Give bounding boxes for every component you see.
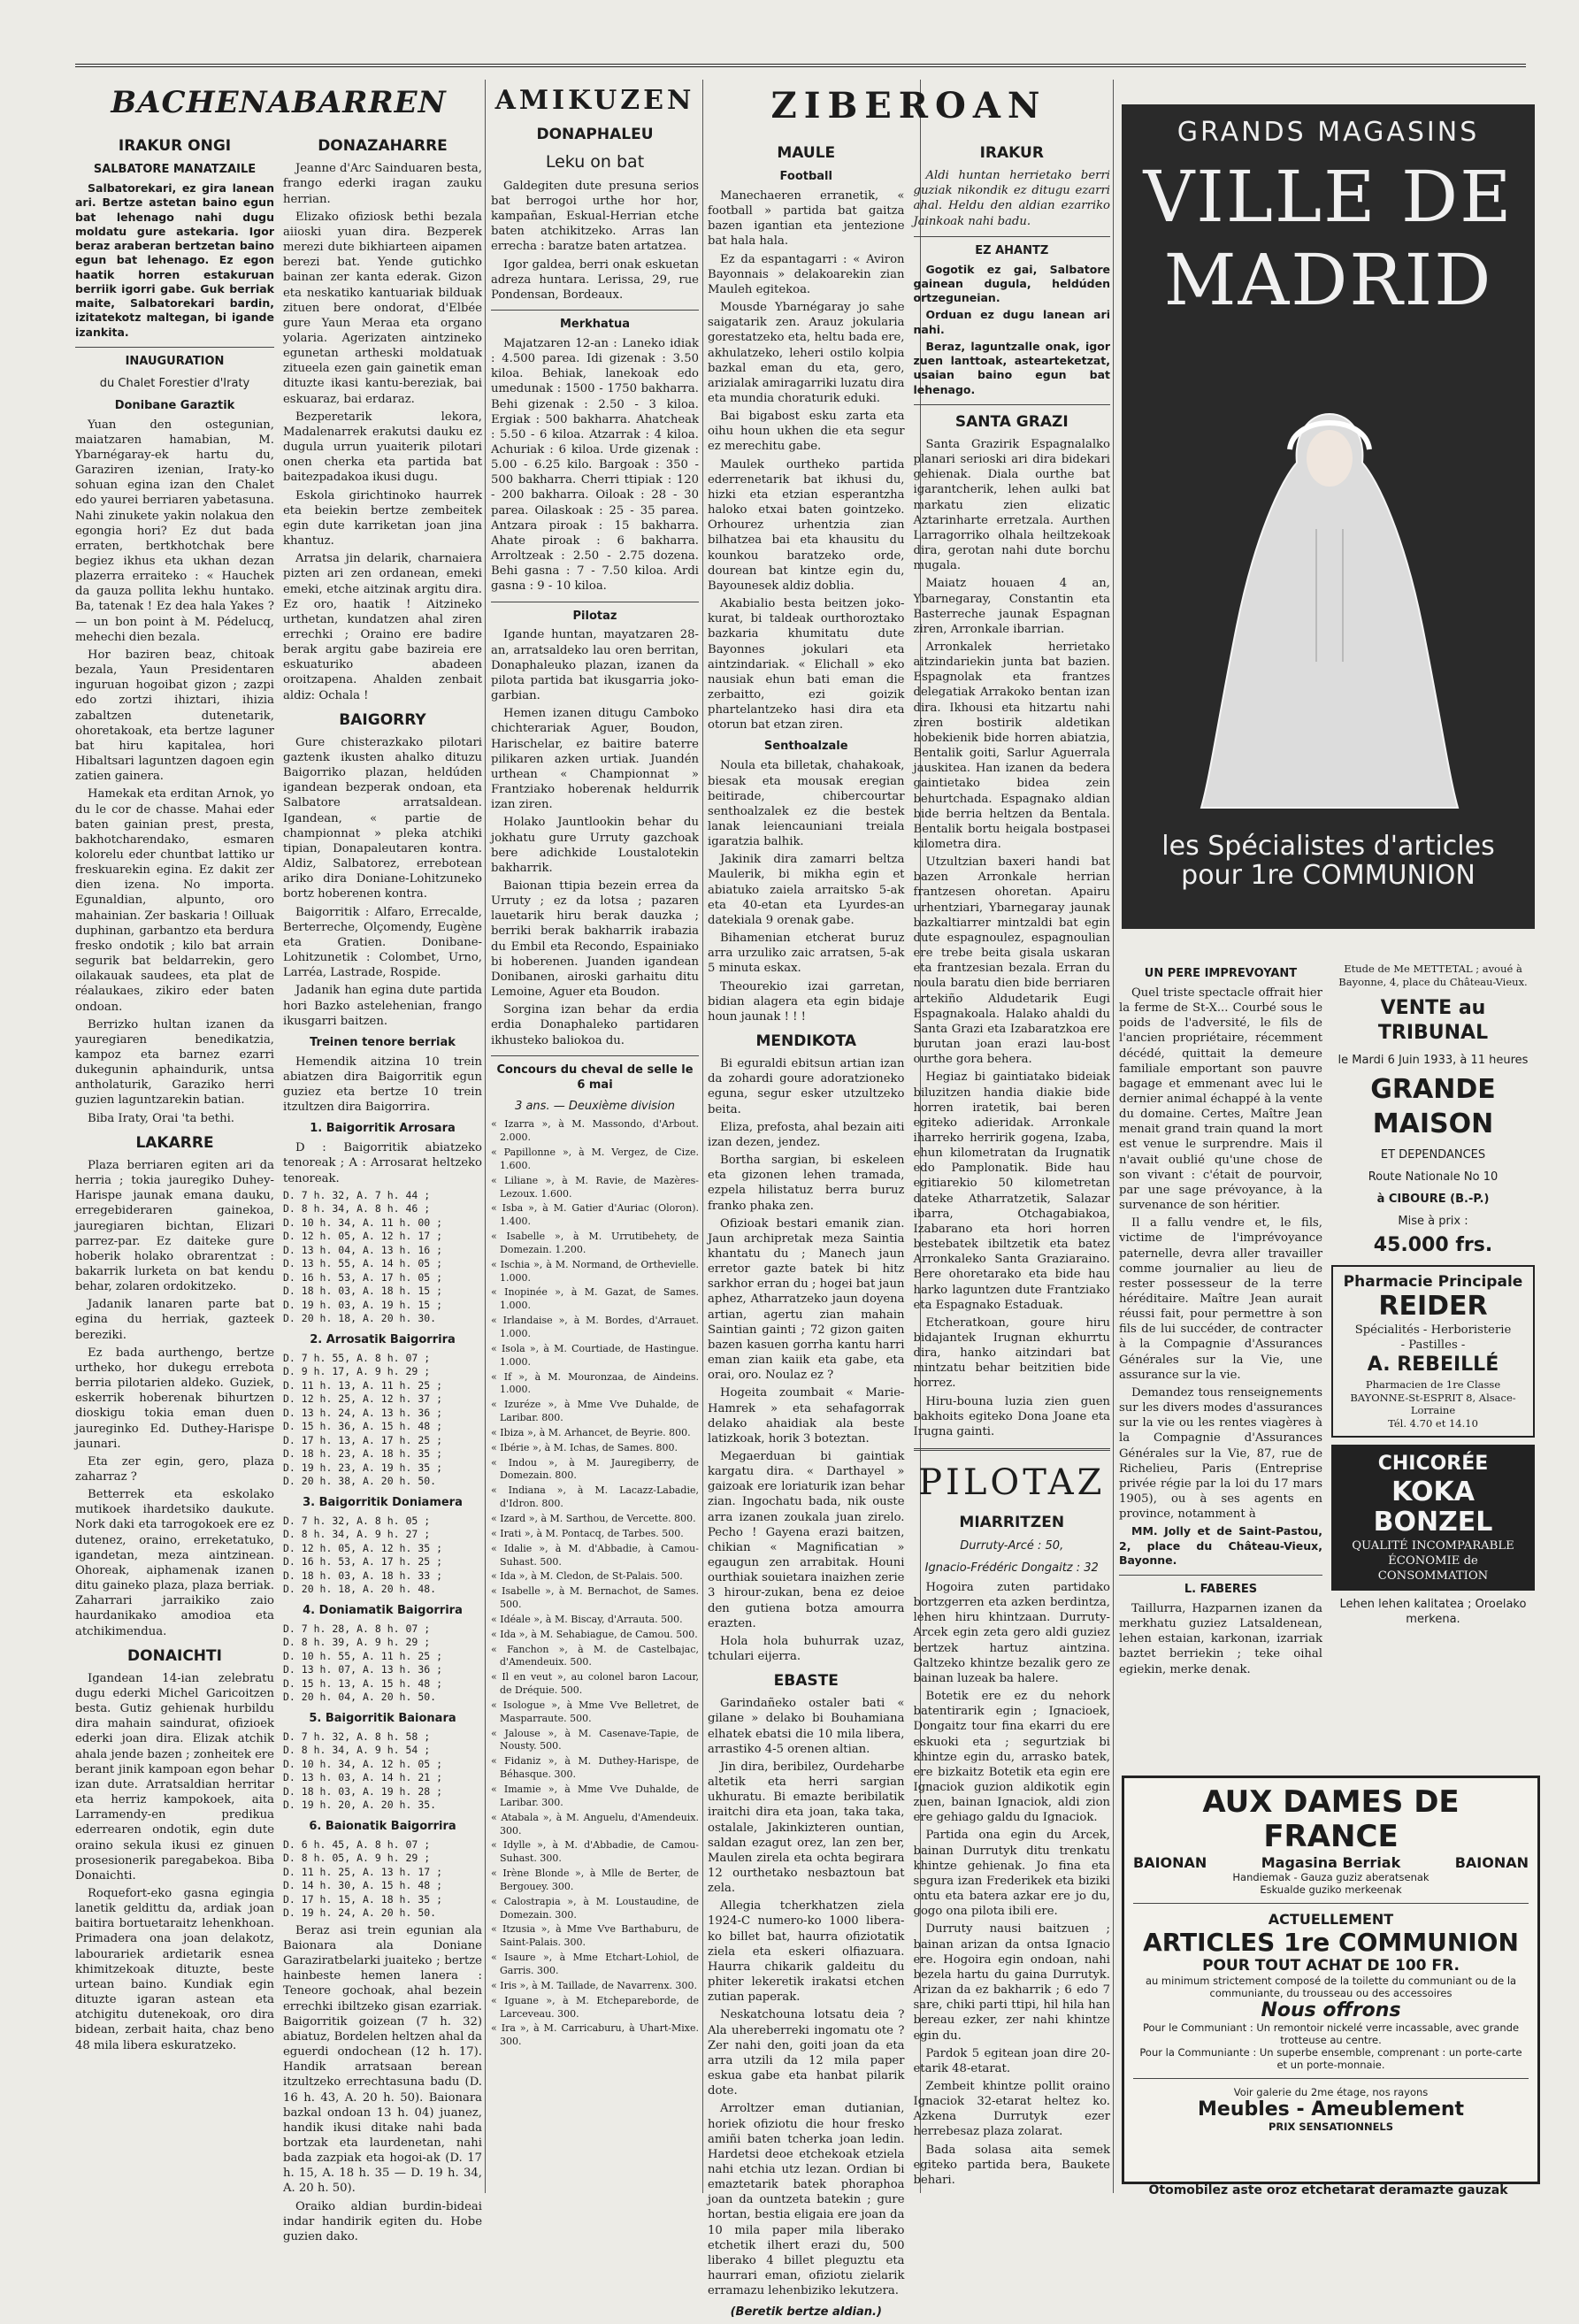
pharmacie-box [1331,1265,1535,1438]
pharma-owner: A. REBEILLÉ [1367,1354,1499,1377]
irakur-ongi-text: Salbatorekari, ez gira lanean ari. Bertze astetan baino egun bat lehenago nahi dugu moldatu gure astekaria. Igor beraz araberan bertzetan baino egun bat lehenago. Ez egon haatik horren estakuruan berriik igorri gabe. Guk berriak maite, Salbatorekari bardin, izitatekotz maltegan, bi igande izankita. [75,181,274,339]
concours-entry: « Izuréze », à Mme Vve Duhalde, de Laribar. 800. [491,1399,699,1424]
ebaste-sign: (Beretik bertze aldian.) [730,2305,882,2320]
mendikota-p1: Bi eguraldi ebitsun artian izan da zohardi goure adoratzioneko eguna, segur esker utzultzeko beita. [708,1057,905,1116]
masthead-ziberoan: ZIBEROAN [770,85,1047,127]
vdm-name-1: VILLE DE [1143,156,1514,238]
inauguration-sub: du Chalet Forestier d'Iraty [99,376,250,390]
pere-imprevoyant [1119,960,1322,1680]
concours-entry: « Irène Blonde », à Mlle de Berter, de Bergouey. 300. [491,1868,699,1892]
dames-pour: POUR TOUT ACHAT DE 100 FR. [1202,1957,1460,1975]
ebaste-p4: Neskatchouna lotsatu deia ? Ala uhereberreki ingomatu ote ? Zer nahi den, goiti joan da eta arra utzili da 12 mila paper eskua gabe eta hanbat pilarik dote. [708,2008,905,2098]
concours-entry: « Isabelle », à M. Bernachot, de Sames. 500. [491,1585,699,1611]
garazi-sign: Biba Iraty, Orai 'ta bethi. [88,1111,234,1125]
donaichti-p2: Roquefort-eko gasna egingia lanetik geldittu da, ardiak joan baitira bortuetaraitz lehenkhoan. Primadera ona joan delakotz, labourariek ardietarik esnea khimitzekoak dituzte, beste urtean baino. Kundiak egin dituzte igaran astean eta atchigitu dutenekoak, oro dira bidean, zerbait haita, chaz beno 48 mila libera eskuratzeko. [75,1887,274,2052]
irakur-title: IRAKUR [979,144,1044,162]
faberes-tag: Lehen lehen kalitatea ; Oroelako merkena. [1339,1598,1527,1627]
dames-articles: ARTICLES 1re COMMUNION [1143,1928,1519,1958]
grazi-p1: Santa Grazirik Espagnalalko planari serioski ari dira bidekari gehienak. Diala ourthe bat igarantcherik, lehen aulki bat markatu zien elizatic Aztarinharte erretzala. Aurthen Larragorriko olhala heiltzekoak dira, gerotan nahi dute borchu mugala. [913,437,1110,573]
dames-offrons: Nous offrons [1261,1999,1401,2022]
donazaharre-title: DONAZAHARRE [318,137,448,156]
timetable-3-title: 3. Baigorritik Doniamera [303,1495,463,1509]
timetable-4: D. 7 h. 28, A. 8 h. 07 ; D. 8 h. 39, A. 9 h. 29 ; D. 10 h. 55, A. 11 h. 25 ; D. 13 h. 07, A. 13 h. 36 ; D. 15 h. 13, A. 15 h. 48 ; D. 20 h. 04, A. 20 h. 50. [283,1622,443,1704]
concours-entry: « Irlandaise », à M. Bordes, d'Arrauet. 1.000. [491,1315,699,1340]
faberes-text: Taillurra, Hazparnen izanen da merkhatu guziez Latsaldenean, lehen estaian, karkonan, izarriak baztet berriekin ; teke oihal egiekin, merke denak. [1119,1602,1322,1676]
pharma-addr: BAYONNE-St-ESPRIT 8, Alsace-Lorraine [1350,1391,1516,1417]
ziberoan-section [708,80,1110,2320]
ads-middle [1119,960,1535,1760]
concours-entry: « Jalouse », à M. Casenave-Tapie, de Nousty. 500. [491,1727,699,1753]
football-p3: Mousde Ybarnégaray jo sahe saigatarik zen. Arauz jokularia gorestatzeko eta, heltu bada ere, akhulatzeko, leheri ostilo kolpia bazkal eman du eta, gero, arizialak amiragarriki luzatu dira eta mundia choraturik eduki. [708,301,905,406]
concours-entry: « Izard », à M. Sarthou, de Vercette. 800. [491,1512,696,1524]
garazi-p2: Hor baziren beaz, chitoak bezala, Yaun Presidentaren inguruan hogoibat gizon ; zazpi edo zortzi ihiztari, ihizia zabaltzen dutenetarik, ohoretakoak, eta bertze laguner bat hiru kapitalea, hori Hibaltsari laguntzen dagoen egin zatien gainera. [75,648,274,784]
leku-p2: Igor galdea, berri onak eskuetan adreza huntara. Lerissa, 29, rue Pondensan, Bordeaux. [491,257,699,302]
mendikota-p2: Eliza, prefosta, ahal bezain aiti izan dezen, jendez. [708,1120,905,1149]
vente-date: le Mardi 6 Juin 1933, à 11 heures [1338,1054,1529,1068]
donazaharre-p3: Bezperetarik lekora, Madalenarrek erakutsi dauku ez dugula urrun yuaiterik pilotari onen cherka eta partida bat baitezpadakoa ikusi dugu. [283,410,482,485]
irakur-ongi-sub: SALBATORE MANATZAILE [93,163,257,177]
dames-min: au minimum strictement composé de la toilette du communiant ou de la communiante, du trousseau ou des accessoires [1145,1975,1517,2000]
concours-entry: « Idylle », à M. d'Abbadie, de Camou-Suhast. 300. [491,1839,699,1865]
maule-title: MAULE [777,144,836,162]
pere-p1: Quel triste spectacle offrait hier la ferme de St-X... Courbé sous le poids de l'adversité, le fils de l'ancien propriétaire, récemment décédé, quittait la demeure familiale emportant son pauvre bagage et emmenant avec lui le dernier animal échappé à la vente du domaine. Certes, Maître Jean menait grand train quand la mort est venue le surprendre. Mais il n'avait oublié qu'une chose de son vivant : c'était de pourvoir, par une sage prévoyance, à la survenance de son héritier. [1119,986,1322,1213]
pharma-past: - Pastilles - [1400,1338,1466,1352]
irakur-text: Aldi huntan herrietako berri guziak nikondik ez ditugu ezarri ahal. Heldu den aldian ezarriko Jainkoak nahi badu. [913,169,1110,228]
timetable-4-title: 4. Doniamatik Baigorrira [303,1603,463,1617]
vdm-top: GRANDS MAGASINS [1177,117,1480,148]
timetable-2-title: 2. Arrosatik Baigorrira [310,1332,456,1346]
football-p5: Maulek ourtheko partida ederrenetarik bat ikhusi du, hizki eta etzian esperantzha haloko etxai baten gointzeko. Orhourez urhentzia zian bilhatzea bai eta khausitu du kounkou baratzeko orde, dourean bat kintze egin du, Bayounesek aldiz doblia. [708,457,905,593]
donazaharre-p2: Elizako ofiziosk bethi bezala aiioski yuan dira. Bezperek merezi dute bikhiarteen aipamen berezi bat. Yende gutichko bainan zer kanta ederak. Gizon eta neskatiko kantuariak bilduak zituen bere ondorat, d'Elbée gure Yaun Meraa eta organo yolaria. Agerizaten aintzineko egunetan artheski moldatuak zitueela ezen gain gainetik eman dituzte ikasi kantu-bereziak, bai eskuaraz, bai erdaraz. [283,210,482,406]
grazi-p2: Maiatz houaen 4 an, Ybarnegaray, Constantin eta Basterreche jaunak Espagnan ziren, Arronkale ibarrian. [913,577,1110,636]
ziberoan-right [914,136,1111,2324]
dames-pour1: Pour le Communiant : Un remontoir nickelé verre incassable, avec grande trotteuse au centre. [1142,2021,1520,2047]
vente-title: VENTE au TRIBUNAL [1377,996,1489,1045]
garazi-p4: Berrizko hultan izanen da yauregiaren benedikatzia, kampoz eta barnez ezarri dukegunin aphaindurik, untsa antholaturik, Garaziko herri guzien laguntzarekin batian. [75,1017,274,1108]
pharma-name: REIDER [1378,1291,1488,1323]
pilotaz-p4: Baionan ttipia bezein errea da Urruty ; ez da lotsa ; pazaren lauetarik hiru berak dauzka ; berriki berak bakharrik irabazia du Embil eta Recondo, Espainiako bi hoberenen. Juanden igandean Donibanen, airoski garhaitu ditu Lemoine, Aguer eta Boudon. [491,878,699,1000]
concours-entry: « Ischia », à M. Normand, de Orthevielle. 1.000. [491,1258,699,1284]
pere-p4: MM. Jolly et de Saint-Pastou, 2, place du Château-Vieux, Bayonne. [1119,1524,1322,1567]
chicoree-q2: ÉCONOMIE de CONSOMMATION [1377,1554,1489,1584]
grazi-p4: Utzultzian baxeri handi bat bazen Arronkale herrian frantzesen ohoretan. Apairu urhentziari, Ybarnegaray jaunak bazkaltiarrer mintzaldi bat egin dute espagnoulez, espagnoulian ere trebe beita gisala uskaran eta frantzesian bezala. Erran du noula baratu dien bide berriaren artekiño Aldudetarik Eugi Espagnakoala. Halako ahaldi du Santa Grazi eta Izabaratzkoa ere burutan joan erazi lau-bost ourthe gora behera. [913,855,1110,1067]
concours-entry: « Papillonne », à M. Vergez, de Cize. 1.600. [491,1147,699,1171]
concours-entry: « Inopinée », à M. Gazat, de Sames. 1.000. [491,1286,699,1312]
pilotaz-p5: Sorgina izan behar da erdia erdia Donaphaleko partidaren ikhusteko baliokoa du. [491,1003,699,1047]
bachenabarren-section [75,80,482,2247]
miarritzen-score1: Durruty-Arcé : 50, [960,1539,1064,1553]
timetable-5-title: 5. Baigorritik Baionara [309,1711,456,1725]
pilotaz-p1: Igande huntan, mayatzaren 28-an, arratsaldeko lau oren berritan, Donaphaleuko plazan, izanen da pilota partida bat ikusgarria joko-garbian. [491,628,699,703]
communicant-illustration [1184,396,1476,812]
football-p6: Akabialio besta beitzen joko-kurat, bi taldeak ourthoroztako bazkaria khumitatu dute Bayonnes jokulari eta aintzindariak. « Elichall » eko nausiak ehun bati eman die zerbaitto, ezi goizik phartelantzeko hasi dira eta otorun bat etzan ziren. [708,597,905,732]
ads-right-stack [1331,960,1535,1680]
ahantz-p1: Gogotik ez gai, Salbatore gainean dugula, heldúden ortzeguneian. [913,262,1110,305]
maison-price: 45.000 frs. [1373,1233,1493,1256]
lakarre-p2: Jadanik lanaren parte bat egina du herriak, gazteek bereziki. [75,1298,274,1342]
pharma-spec: Spécialités - Herboristerie [1354,1323,1512,1337]
concours-list [491,1118,699,2049]
concours-entry: « Ida », à M. Cledon, de St-Palais. 500. [491,1570,683,1583]
dames-actuel: ACTUELLEMENT [1268,1911,1394,1929]
lakarre-p1: Plaza berriaren egiten ari da herria ; tokia jauregiko Duhey-Harispe jaunak emana dauku, erregebideraren gainekoa, jauregiaren bichtan, Elizari parrez-par. Ez daiteke gure hoberik holako obrarentzat : bakarrik lurketa on bat kendu behar, zolaren ordokitzeko. [75,1158,274,1294]
timetable-1-title: 1. Baigorritik Arrosara [310,1122,456,1136]
faberes-title: L. FABERES [1184,1583,1258,1597]
miarritzen-p7: Bada solasa aita semek egiteko partida bera, Baukete behari. [913,2143,1110,2187]
ebaste-p5: Arroltzer eman dutianian, horiek ofiziotu die hour fresko amiñi baten tcherka joan ledin. Hardetsi deoe etchekoak etziela nahi etchia utz lezan. Ordian bi emaztetarik batek phoraphoa joan da ountzeta batekin ; gure hortan, bestia eligaia ere joan da 10 mila paper mila liberako etchetik ilhert erazi du, 500 liberako 4 billet pleguztu eta haurrari eman, ofiziotu zielarik erramazu lehenbiziko lekutzera. [708,2102,905,2298]
ahantz-title: EZ AHANTZ [975,243,1049,257]
lakarre-p4: Eta zer egin, gero, plaza zaharraz ? [75,1454,274,1484]
lakarre-p5: Betterrek eta eskolako mutikoek ihardetsiko daukute. Nork daki eta tarrogokoek ere ez dutenez, oraino, erreketatuko, igandetan, meza aintzinean. Ohoreak, aiphamenak izanen ditu gaineko plaza, plaza berriak. Zaharrari jarraikiko zaio haurdanikako amodioa eta atchikimendua. [75,1488,274,1638]
senthoalzale-title: Senthoalzale [763,740,848,754]
concours-sub: 3 ans. — Deuxième division [515,1100,675,1114]
maison-sub: ET DEPENDANCES [1380,1147,1486,1162]
football-title: Football [779,170,832,184]
baigorry-p2: Baigorritik : Alfaro, Errecalde, Berterreche, Olçomendy, Eugène eta Gratien. Donibane-Lohitzunetik : Colombet, Urno, Larréa, Lastrade, Rospide. [283,905,482,980]
concours-entry: « Fanchon », à M. de Castelbajac, d'Amendeuix. 500. [491,1643,699,1668]
concours-entry: « Isba », à M. Gatier d'Auriac (Oloron). 1.400. [491,1202,699,1228]
leku-p1: Galdegiten dute presuna serios bat berrogoi urthe hor hor, kampañan, Eskual-Herrian etche baten atchikitzeko. Arras lan errecha : baratze baten artatzea. [491,179,699,254]
pilotaz-p3: Holako Jauntlookin behar du jokhatu gure Urruty gazchoak bere adichkide Loustalotekin bakharrik. [491,816,699,875]
miarritzen-p2: Botetik ere ez du nehork batentirarik egin ; Ignacioek, Dongaitz tour fina ekarri du ere eskuoki eta ; segurtziak bi khintze egin du, arrasko batek, ere bizkaitz Botetik eta egin ere Ignaciok guzion aldikotik egin zuen, bainan Ignaciok, aldi zion ere gehiago galdu du Ignaciok. [913,1690,1110,1825]
donazaharre-p4: Eskola girichtinoko haurrek eta beiekin bertze zembeitek egin dute karriketan joan jina khantuz. [283,488,482,548]
baigorry-title: BAIGORRY [339,710,426,729]
tren-p2: Beraz asi trein egunian ala Baionara ala Doniane Garaziratbelarki juaiteko ; bertze hainbeste hemen lanera : Teneore gochoak, ahal bezein errechki ibiltzeko gisan ezarriak. Baigorritik goizean (7 h. 32) abiatuz, Bordelen heltzen ahal da eguerdi ondochean (12 h. 17). Handik arratsaan berean itzultzeko errechtasuna badu (D. 16 h. 43, A. 20 h. 50). Baionara bazkal ondoan 13 h. 04) juanez, handik ikusi ditake nahi bada bortzak eta laurdenetan, nahi bada zazpiak eta hogoi-ak (D. 17 h. 15, A. 18 h. 35 — D. 19 h. 34, A. 20 h. 50). [283,1923,482,2196]
mendikota-p4: Ofizioak bestari emanik zian. Jaun archipretak meza Saintia khantatu du ; Manech jaun erretor gazte batek bi hitz sarkhor erran du ; hogei bat jaun aphez, Atharratzeko jaun doyena artian, agertu zian mahain Saintian gainti ; 72 gizon gaiten bazen kasuen gorrha kantu harri eman zian kaiik eta gabe, eta orai, oro. Noulaz ez ? [708,1216,905,1383]
ahantz-p3: Beraz, laguntzalle onak, igor zuen lanttoak, astearteketzat, usaian baino egun bat lehenago. [913,339,1110,396]
pilotaz-big-title: PILOTAZ [918,1462,1106,1504]
football-p1: Manechaeren erranetik, « football » partida bat gaitza bazen igantian eta jentezione bat hala hala. [708,188,905,249]
concours-entry: « Isola », à M. Courtiade, de Hastingue. 1.000. [491,1342,699,1368]
dames-sub: Magasina Berriak [1261,1854,1401,1872]
miarritzen-p5: Pardok 5 egitean joan dire 20-etarik 48-etarat. [913,2046,1110,2075]
miarritzen-title: MIARRITZEN [959,1514,1065,1532]
concours-entry: « If », à M. Mouronzaa, de Aindeins. 1.000. [491,1370,699,1396]
timetable-3: D. 7 h. 32, A. 8 h. 05 ; D. 8 h. 34, A. 9 h. 27 ; D. 12 h. 05, A. 12 h. 35 ; D. 16 h. 53, A. 17 h. 25 ; D. 18 h. 03, A. 18 h. 33 ; D. 20 h. 18, A. 20 h. 48. [283,1514,443,1596]
grazi-p6: Etcheratkoan, goure hiru bidajantek Irugnan ekhurrtu dira, hanko aitzindari bat mintzatu behar beitzitien bide horrez. [913,1315,1110,1391]
tren-intro: Hemendik aitzina 10 trein abiatzen dira Baigorritik egun guziez eta bertze 10 trein itzultzen dira Baigorrira. [283,1055,482,1115]
timetable-1: D. 7 h. 32, A. 7 h. 44 ; D. 8 h. 34, A. 8 h. 46 ; D. 10 h. 34, A. 11 h. 00 ; D. 12 h. 05, A. 12 h. 17 ; D. 13 h. 04, A. 13 h. 16 ; D. 13 h. 55, A. 14 h. 05 ; D. 16 h. 53, A. 17 h. 05 ; D. 18 h. 03, A. 18 h. 15 ; D. 19 h. 03, A. 19 h. 15 ; D. 20 h. 18, A. 20 h. 30. [283,1188,443,1325]
pere-p2: Il a fallu vendre et, le fils, victime de l'imprévoyance paternelle, devra aller travailler comme journalier au lieu de rester possesseur de la terre héréditaire. Maître Jean aurait réussi fait, pour permettre à son fils de lui succéder, de contracter à la Compagnie d'Assurances Générales sur la Vie, une assurance sur la vie. [1119,1216,1322,1382]
otomobil-tagline: Otomobilez aste oroz etchetarat deramazte gauzak [1148,2183,1508,2197]
mendikota-p7: Hola hola buhurrak uzaz, tchulari eijerra. [708,1634,905,1664]
maison-place: à CIBOURE (B.-P.) [1376,1192,1490,1206]
timetable-1-intro: D : Baigorritik abiatzeko tenoreak ; A : Arrosarat heltzeko tenoreak. [283,1141,482,1185]
top-rule [75,64,1526,67]
dames-galerie: Voir galerie du 2me étage, nos rayons [1233,2086,1429,2099]
miarritzen-p1: Hogoira zuten partidako bortzgerren eta azken berdintza, lehen hiru khintzaan. Durruty-Arcek egin zeta gero aldi guziez bertzek hartuz aintzina. Galtzeko khintze bezalik gero ze bainan luzeak ba halere. [913,1580,1110,1685]
concours-entry: « Idéale », à M. Biscay, d'Arrauta. 500. [491,1613,683,1625]
concours-title: Concours du cheval de selle le 6 mai [496,1062,694,1092]
senthoalzale-p4: Theourekio izai garretan, bidian alagera eta egin bidaje houn jaunak ! ! ! [708,979,905,1024]
etude: Etude de Me METTETAL ; avoué à Bayonne, 4, place du Château-Vieux. [1338,963,1528,988]
vdm-tag-1: les Spécialistes d'articles [1161,831,1495,862]
timetable-5: D. 7 h. 32, A. 8 h. 58 ; D. 8 h. 34, A. 9 h. 54 ; D. 10 h. 34, A. 12 h. 05 ; D. 13 h. 03, A. 14 h. 21 ; D. 18 h. 03, A. 19 h. 28 ; D. 19 h. 20, A. 20 h. 35. [283,1730,443,1812]
concours-entry: « Iris », à M. Taillade, de Navarrenx. 300. [491,1979,698,1991]
garazi-p1: Yuan den ostegunian, maiatzaren hamabian, M. Ybarnégaray-ek hartu du, Garaziren izenian, Iraty-ko sohuan egina izan den Chalet edo yaurei berriaren yabetasuna. Nahi zinukete yakin nolakua den egongia hori? Ez dut bada erraten, bertkhotchak bere begiez ikhus eta ukhan dezan plazerra erraiteko : « Hauchek da gauza pollita lekhu huntako. Ba, tatenak ! Ez dea hala Yakes ? — un bon point à M. Pédelucq, mehechi dien bezala. [75,418,274,644]
baigorry-p3: Jadanik han egina dute partida hori Bazko astelehenian, frango ikusgarri baitzen. [283,984,482,1028]
concours-entry: « Imamie », à Mme Vve Duhalde, de Laribar. 300. [491,1783,699,1808]
pere-p3: Demandez tous renseignements sur les divers modes d'assurances sur la vie ou les rentes viagères à la Compagnie d'Assurances Générales sur la Vie, 87, rue de Richelieu, Paris (Entreprise privée régie par la loi du 17 mars 1905), ou à ses agents en province, notamment à [1119,1385,1322,1522]
donazaharre-p5: Arratsa jin delarik, charnaiera pizten ari zen ordanean, emeki emeki, etche aitzinak argitu dira. Ez oro, haatik ! Aitzineko urthetan, kundatzen ahal ziren errechki ; Oraino ere badire berak argitu gabe bazireia ere eskuaturiko abadeen oroitzapena. Ahalden zenbait aldiz: Ochala ! [283,552,482,702]
miarritzen-p6: Zembeit khintze pollit oraino Ignaciok 32-etarat heltez ko. Azkena Durrutyk ezer herrebesaz plaza zolarat. [913,2079,1110,2139]
maison-mise-label: Mise à prix : [1398,1214,1468,1228]
irakur-ongi-title: IRAKUR ONGI [118,137,232,156]
tren-title: Treinen tenore berriak [310,1035,456,1049]
chicoree-title: CHICORÉE [1377,1453,1489,1476]
concours-entry: « Fidaniz », à M. Duthey-Harispe, de Béhasque. 300. [491,1755,699,1781]
concours-entry: « Ibiza », à M. Arhancet, de Beyrie. 800. [491,1426,691,1438]
ahantz-p2: Orduan ez dugu lanean ari nahi. [913,308,1110,336]
pharma-tel: Tél. 4.70 et 14.10 [1388,1417,1478,1430]
amikuzen-section [491,80,699,2197]
concours-entry: « Liliane », à M. Ravie, de Mazères-Lezoux. 1.600. [491,1174,699,1200]
ebaste-title: EBASTE [773,1672,839,1691]
concours-entry: « Calostrapia », à M. Loustaudine, de Domezain. 300. [491,1895,699,1921]
masthead-bachenabarren: BACHENABARREN [111,85,447,120]
dames-city-left: BAIONAN [1133,1854,1207,1872]
lakarre-title: LAKARRE [135,1133,214,1152]
leku-title: Leku on bat [545,152,645,173]
masthead-amikuzen: AMIKUZEN [494,85,695,116]
senthoalzale-p1: Noula eta billetak, chahakoak, biesak eta mousak eregian beitirade, chibercourtar senthoalzalek ez die bestek lanak leiencauniani treiala igaratzia balhik. [708,759,905,849]
dames-de-france-ad [1122,1776,1540,2184]
concours-entry: « Irati », à M. Pontacq, de Tarbes. 500. [491,1527,684,1539]
dames-prix: PRIX SENSATIONNELS [1268,2121,1394,2134]
dames-line2: Eskualde guziko merkeenak [1260,1883,1402,1897]
senthoalzale-p2: Jakinik dira zamarri beltza Maulerik, bi mikha egin et abiatuko zaiela arraitsko 5-ak eta 40-etan eta Lyurdes-an datekiala 9 orenak gabe. [708,853,905,927]
miarritzen-p4: Durruty nausi baitzuen ; bainan arizan da ontsa Ignacio ere. Hogoira egin ondoan, nahi bezela hartu du gaina Durrutyk. Arizan da ez bakharrik ; 6 edo 7 sare, chiki parti ttipi, hil hila han bereau ezker, zer nahi khintze egin du. [913,1922,1110,2043]
football-p4: Bai bigabost esku zarta eta oihu houn ukhen die eta segur ez merechitu gabe. [708,410,905,454]
vdm-name-2: MADRID [1163,239,1493,321]
concours-entry: « Isaure », à Mme Etchart-Lohiol, de Garris. 300. [491,1952,699,1976]
dames-pour2: Pour la Communiante : Un superbe ensemble, comprenant : un porte-carte et un porte-monnaie. [1139,2046,1522,2072]
donaichti-p1: Igandean 14-ian zelebratu dugu ederki Michel Garicoitzen besta. Gutiz gehienak hurbildu dira mahain saindurat, ofizioek ederki joan dira. Elizak atchik ahala jende bazen ; zonheitek ere berant jinik kampoan egon behar izan dute. Arratsaldian herritar eta herriz kampokoek, aita Larramendy-en predikua ederrearen ondotik, egin dute oraino sekula ikusi ez ginuen prosesionerik paregabekoa. Biba Donaichti. [75,1671,274,1883]
mendikota-p5: Hogeita zoumbait « Marie-Hamrek » eta sehafagorrak delako ahaidiak ala beste latizkoak, horik 3 boteztan. [708,1386,905,1446]
concours-entry: « Indiana », à M. Lacazz-Labadie, d'Idron. 800. [491,1484,699,1510]
concours-entry: « Indou », à M. Jauregiberry, de Domezain. 800. [491,1456,699,1482]
ebaste-p1: Garindañeko ostaler bati « gilane » delako bi Bouhamiana elhatek ebatsi die 10 mila libera, arrastiko 4-5 orenen altian. [708,1697,905,1756]
timetable-2: D. 7 h. 55, A. 8 h. 07 ; D. 9 h. 17, A. 9 h. 29 ; D. 11 h. 13, A. 11 h. 25 ; D. 12 h. 25, A. 12 h. 37 ; D. 13 h. 24, A. 13 h. 36 ; D. 15 h. 36, A. 15 h. 48 ; D. 17 h. 13, A. 17 h. 25 ; D. 18 h. 23, A. 18 h. 35 ; D. 19 h. 23, A. 19 h. 35 ; D. 20 h. 38, A. 20 h. 50. [283,1351,443,1488]
column-divider [485,80,486,2193]
grazi-p3: Arronkalek herrietako aitzindariekin junta bat bazien. Espagnolak eta frantzes delegatiak Arrakoko bentan izan dira. Ikhousi eta hitzartu nahi ziren bostirik aldetikan hobekienik bide horren abiatzia, Bentalik goiti, Sarlur Aguerrala jauskitea. Han izanen da bedera gaintietako bidea zein behurtchada. Espagnako aldian bide berria heltzen da Bentala. Bentalik bortu heigala bostpasei kilometra dira. [913,640,1110,852]
bachenabarren-left [75,129,274,2247]
timetable-6-title: 6. Baionatik Baigorrira [309,1819,456,1833]
concours-entry: « Ibérie », à M. Ichas, de Sames. 800. [491,1441,678,1453]
pere-title: UN PERE IMPREVOYANT [1144,967,1298,980]
donazaharre-p1: Jeanne d'Arc Sainduaren besta, frango ederki iragan zauku herrian. [283,162,482,206]
donaichti-title: DONAICHTI [127,1646,222,1665]
miarritzen-score2: Ignacio-Frédéric Dongaitz : 32 [924,1561,1099,1576]
senthoalzale-p3: Bihamenian etcherat buruz arra urzuliko zaic arratsen, 5-ak 5 minuta eskax. [708,932,905,976]
miarritzen-p3: Partida ona egin du Arcek, bainan Durrutyk ditu trenkatu khintze gehienak. Jo fina eta segura izan Frederikek eta biziki ontu eta batera azkar ere jo du, gogo ona pilota ibili ere. [913,1829,1110,1919]
concours-entry: « Iguane », à M. Etchepareborde, de Larceveau. 300. [491,1994,699,2020]
ville-de-madrid-ad [1122,104,1535,929]
chicoree-q1: QUALITÉ INCOMPARABLE [1352,1538,1514,1553]
column-divider [1113,80,1114,2193]
ziberoan-left [708,136,905,2324]
dames-title: AUX DAMES DE FRANCE [1202,1784,1460,1855]
football-p2: Ez da espantagarri : « Aviron Bayonnais » delakoarekin zian Mauleh egitekoa. [708,252,905,296]
timetable-6: D. 6 h. 45, A. 8 h. 07 ; D. 8 h. 05, A. 9 h. 29 ; D. 11 h. 25, A. 13 h. 17 ; D. 14 h. 30, A. 15 h. 48 ; D. 17 h. 15, A. 18 h. 35 ; D. 19 h. 24, A. 20 h. 50. [283,1837,443,1920]
garazi-title: Donibane Garaztik [114,398,235,412]
dames-city-right: BAIONAN [1454,1854,1529,1872]
concours-entry: « Isabelle », à M. Urrutibehety, de Domezain. 1.200. [491,1231,699,1255]
ebaste-p2: Jin dira, beribilez, Ourdeharbe altetik eta herri sargian ukhuratu. Bi emazte beribilatik iraitchi dira eta joan, taka taka, ostalale, Jakinkizteren ountian, saldan ezagut orez, lan zen ber, Maulen zirela eta ochta begirara 12 ourthetako nesbaztoun bat zela. [708,1760,905,1896]
column-divider [702,80,703,2193]
vdm-tag-2: pour 1re COMMUNION [1181,860,1476,891]
bachenabarren-right [283,129,482,2247]
concours-entry: « Itzusia », à Mme Vve Barthaburu, de Saint-Palais. 300. [491,1923,699,1949]
maison-route: Route Nationale No 10 [1368,1170,1499,1184]
dames-meubles: Meubles - Ameublement [1198,2098,1464,2121]
concours-entry: « Izarra », à M. Massondo, d'Arbout. 2.000. [491,1118,699,1144]
concours-entry: « Isologue », à Mme Vve Belletret, de Masparraute. 500. [491,1699,699,1724]
inauguration-title: INAUGURATION [125,354,225,368]
pilotaz-title: Pilotaz [572,609,617,623]
concours-entry: « Ira », à M. Carricaburu, à Uhart-Mixe. 300. [491,2022,699,2048]
donaphaleu-title: DONAPHALEU [536,126,654,143]
concours-entry: « Atabala », à M. Anguelu, d'Amendeuix. 300. [491,1811,699,1837]
lakarre-p3: Ez bada aurthengo, bertze urtheko, hor dukegu errebota berria pilotarien aldeko. Guziek, eskerrik hoberenak bihurtzen dioskigu tokia eman duen jaureginko Ed. Duthey-Harispe jaunari. [75,1346,274,1451]
concours-entry: « Il en veut », au colonel baron Lacour, de Dréquie. 500. [491,1671,699,1697]
maison-title: GRANDE MAISON [1370,1073,1496,1139]
grazi-p7: Hiru-bouna luzia zien guen bakhoits egiteko Dona Joane eta Irugna gainti. [913,1394,1110,1438]
merkatua-title: Merkhatua [559,318,631,332]
grazi-title: SANTA GRAZI [954,412,1069,431]
concours-entry: « Ida », à M. Sehabiague, de Camou. 500. [491,1628,698,1640]
concours-entry: « Idalie », à M. d'Abbadie, à Camou-Suhast. 500. [491,1542,699,1568]
baigorry-p1: Gure chisterazkako pilotari gaztenk ikusten ahalko dituzu Baigorriko plazan, heldúden igandean bezperak ondoan, eta Salbatore arratsaldean. Igandean, « partie de championnat » pleka atchiki tipian, Donapaleutaren kontra. Aldiz, Salbatorez, errebotean ariko dira Doniane-Lohitzuneko bortz hoberenen kontra. [283,735,482,901]
chicoree-box [1331,1445,1535,1591]
tren-p3: Oraiko aldian burdin-bideai indar handirik egiten du. Hobe guzien dako. [283,2199,482,2243]
vdm-tagline [1122,832,1535,890]
chicoree-name: KOKA BONZEL [1373,1476,1493,1538]
mendikota-title: MENDIKOTA [755,1032,856,1050]
ebaste-p3: Allegia tcherkhatzen ziela 1924-C numero-ko 1000 libera-ko billet bat, haurra ofiziotatik ziela eta eskeri olfiazuara. Haurra chikarik galdeitu du phiter lekeretik irakatsi etchen zutian paperak. [708,1899,905,2005]
pilotaz-p2: Hemen izanen ditugu Camboko chichterariak Aguer, Boudon, Harischelar, ez baitire baterre pilikaren azken urtiak. Juandén urthean « Championnat » Frantziako hoberenak heldurrik izan ziren. [491,707,699,812]
mendikota-p6: Megaerduan bi gaintiak kargatu dira. « Darthayel » gaizoak ere loriaturik izan behar zian. Ingochatu bada, nik ouste arra izanen zoukala juan zirelo. Pecho ! Gayena erazi baitzen, chikian « Magnificatian » egaugun zen arrabitak. Houni ourthiak souietara inaizhen zerie 3 hirour-zukan, bena ez deioe den gutiena botza amourra erazten. [708,1450,905,1630]
pharma-detail: Pharmacien de 1re Classe [1365,1377,1501,1391]
mendikota-p3: Bortha sargian, bi eskeleen eta gizonen lehen tramada, ezpela hilistatuz berra buruz franko phaka zen. [708,1154,905,1213]
garazi-p3: Hamekak eta erditan Arnok, yo du le cor de chasse. Mahai eder baten gainian prest, presta, bakhotcharendako, esmaren kolorelu eder chuntbat lattiko ur freskuarekin egina. Ez dakit zer dien izena. No importa. Egunaldian, alpunto, oro mahainian. Zer baskaria ! Oilluak duphinan, garbantzo eta berdura fresko ondotik ; kilo bat arrain segurik bat beldarrekin, gero oilakauak saudees, eta plat de réalaukaes, zikiro eder baten ondoan. [75,787,274,1014]
pharma-title: Pharmacie Principale [1343,1273,1523,1292]
merkatua-text: Majatzaren 12-an : Laneko idiak : 4.500 parea. Idi gizenak : 3.50 kiloa. Behiak, lanekoak edo umedunak : 1500 - 1750 bakharra. Behi gizenak : 2.50 - 3 kiloa. Ergiak : 500 bakharra. Ahatcheak : 5.50 - 6 kiloa. Atzarrak : 4 kiloa. Achuriak : 6 kiloa. Urde gizenak : 5.00 - 6.25 kilo. Bargoak : 350 - 500 bakharra. Cherri ttipiak : 120 - 200 bakharra. Oiloak : 28 - 30 parea. Oilaskoak : 25 - 35 parea. Antzara piroak : 15 bakharra. Ahate piroak : 6 bakharra. Arroltzeak : 2.50 - 2.75 dozena. Behi gasna : 7 - 7.50 kiloa. Ardi gasna : 9 - 10 kiloa. [491,336,699,594]
grazi-p5: Hegiaz bi gaintiatako bideiak biluzitzen handia diakie bide horren iratetik, bai beren egiteko adieridak. Arronkale iharreko herririk gogena, Izaba, ehun kilometratan da Irugnatik edo Pamplonatik. Bide hau egitiarekio 50 kilometretan dateke Atharratzetik, Salazar ibarra, Otchagabiakoa, Izabarano eta hori horren bestebatek ibiltzetik eta batez Arronkaleko Santa Graziaraino. Bere ohoretarako eta bide hau harko laguntzen dute Frantziako eta Espagnako Estaduak. [913,1070,1110,1312]
dames-line1: Handiemak - Gauza guziz aberatsenak [1232,1871,1430,1884]
